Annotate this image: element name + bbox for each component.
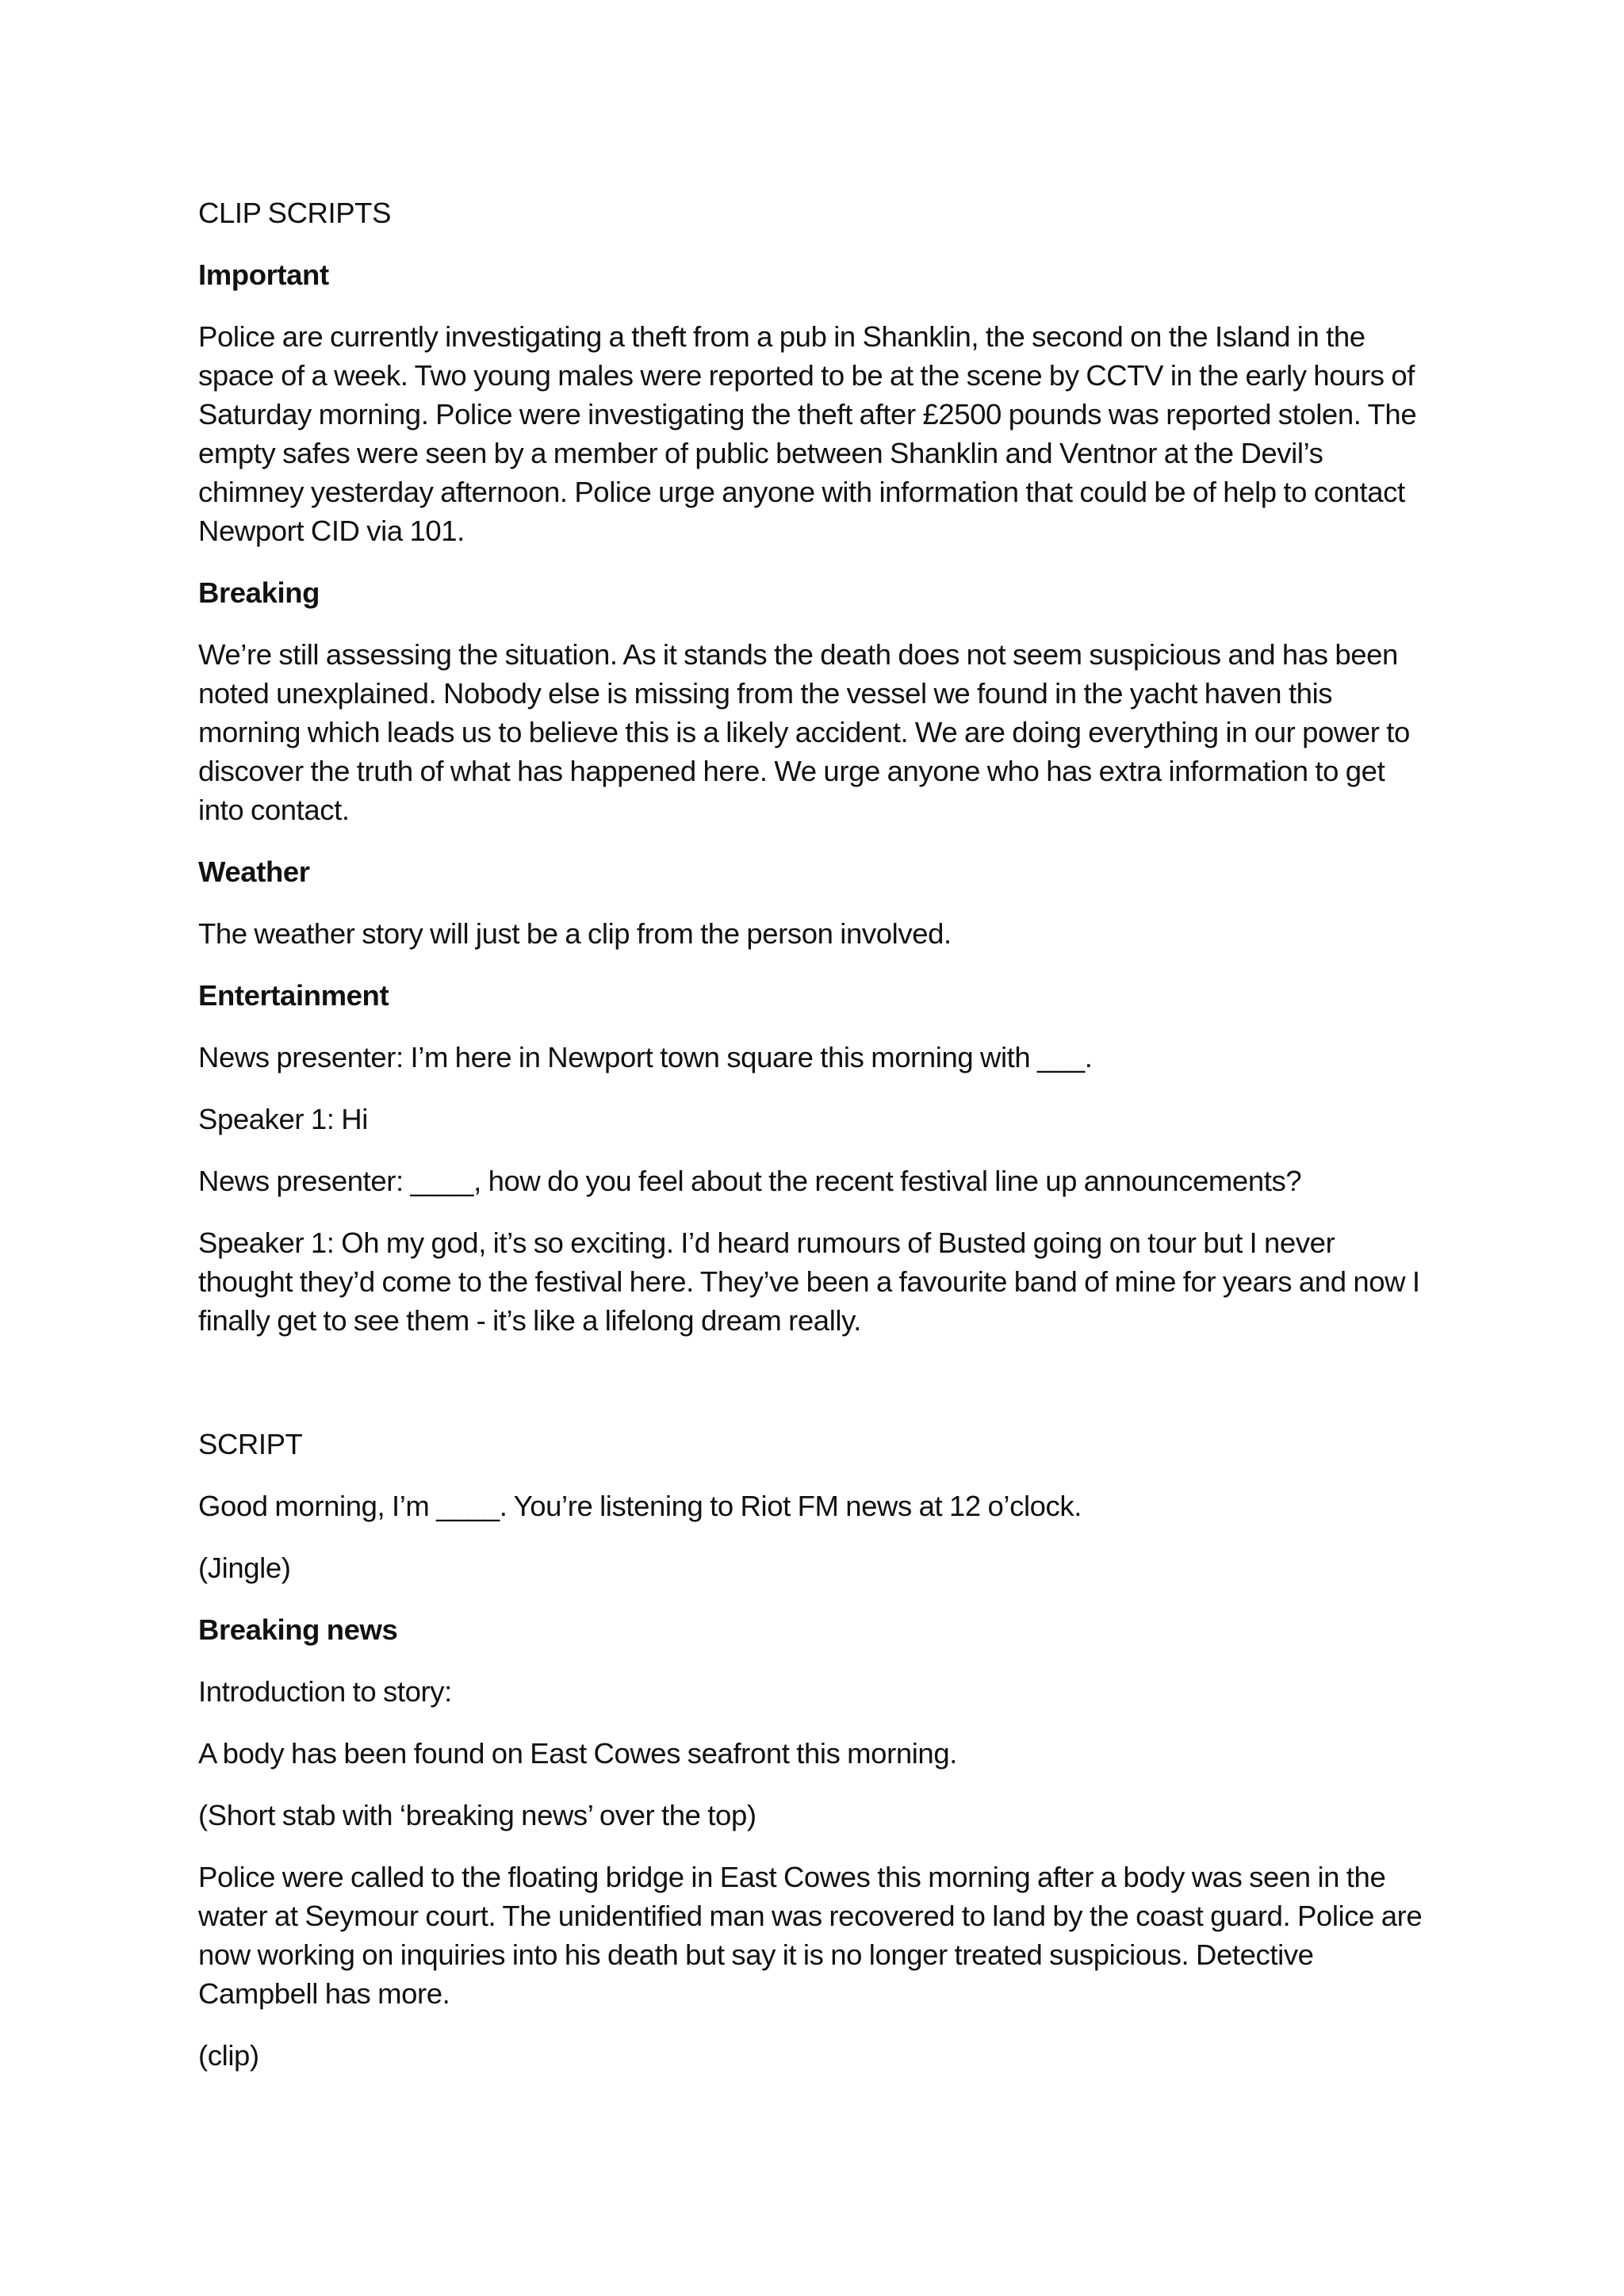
section-spacer (198, 1363, 1435, 1425)
important-heading: Important (198, 258, 329, 291)
breaking-news-clip: (clip) (198, 2039, 259, 2072)
entertainment-line-speaker-answer: Speaker 1: Oh my god, it’s so exciting. I’d heard rumours of Busted going on tour but I never thought they’d come to the festival here. They’ve been a favourite band of mine for years and now I finally get to see them - it’s like a lifelong dream really. (198, 1226, 1420, 1337)
weather-text: The weather story will just be a clip from the person involved. (198, 917, 952, 950)
script-greeting: Good morning, I’m ____. You’re listening to Riot FM news at 12 o’clock. (198, 1490, 1082, 1522)
entertainment-line-speaker-hi: Speaker 1: Hi (198, 1103, 368, 1135)
entertainment-line-presenter-intro: News presenter: I’m here in Newport town square this morning with ___. (198, 1041, 1093, 1073)
script-title: SCRIPT (198, 1428, 303, 1460)
breaking-news-heading: Breaking news (198, 1613, 398, 1646)
breaking-news-stab: (Short stab with ‘breaking news’ over the top) (198, 1799, 756, 1831)
document-body (198, 193, 1435, 2098)
breaking-news-intro-text: A body has been found on East Cowes seafront this morning. (198, 1737, 957, 1770)
important-text: Police are currently investigating a theft from a pub in Shanklin, the second on the Island in the space of a week. Two young males were reported to be at the scene by CCTV in the early hours of Saturday morning. Police were investigating the theft after £2500 pounds was reported stolen. The empty safes were seen by a member of public between Shanklin and Ventnor at the Devil’s chimney yesterday afternoon. Police urge anyone with information that could be of help to contact Newport CID via 101. (198, 320, 1417, 547)
entertainment-heading: Entertainment (198, 979, 389, 1012)
clip-scripts-title: CLIP SCRIPTS (198, 197, 392, 229)
breaking-text: We’re still assessing the situation. As it stands the death does not seem suspicious and has been noted unexplained. Nobody else is missing from the vessel we found in the yacht haven this morning which leads us to believe this is a likely accident. We are doing everything in our power to discover the truth of what has happened here. We urge anyone who has extra information to get into contact. (198, 638, 1410, 826)
entertainment-line-presenter-question: News presenter: ____, how do you feel about the recent festival line up announcements? (198, 1165, 1302, 1197)
breaking-heading: Breaking (198, 576, 320, 609)
weather-heading: Weather (198, 855, 310, 888)
breaking-news-story: Police were called to the floating bridge in East Cowes this morning after a body was seen in the water at Seymour court. The unidentified man was recovered to land by the coast guard. Police are now working on inquiries into his death but say it is no longer treated suspicious. Detective Campbell has more. (198, 1861, 1423, 2010)
breaking-news-intro-label: Introduction to story: (198, 1675, 452, 1708)
script-jingle: (Jingle) (198, 1552, 291, 1584)
